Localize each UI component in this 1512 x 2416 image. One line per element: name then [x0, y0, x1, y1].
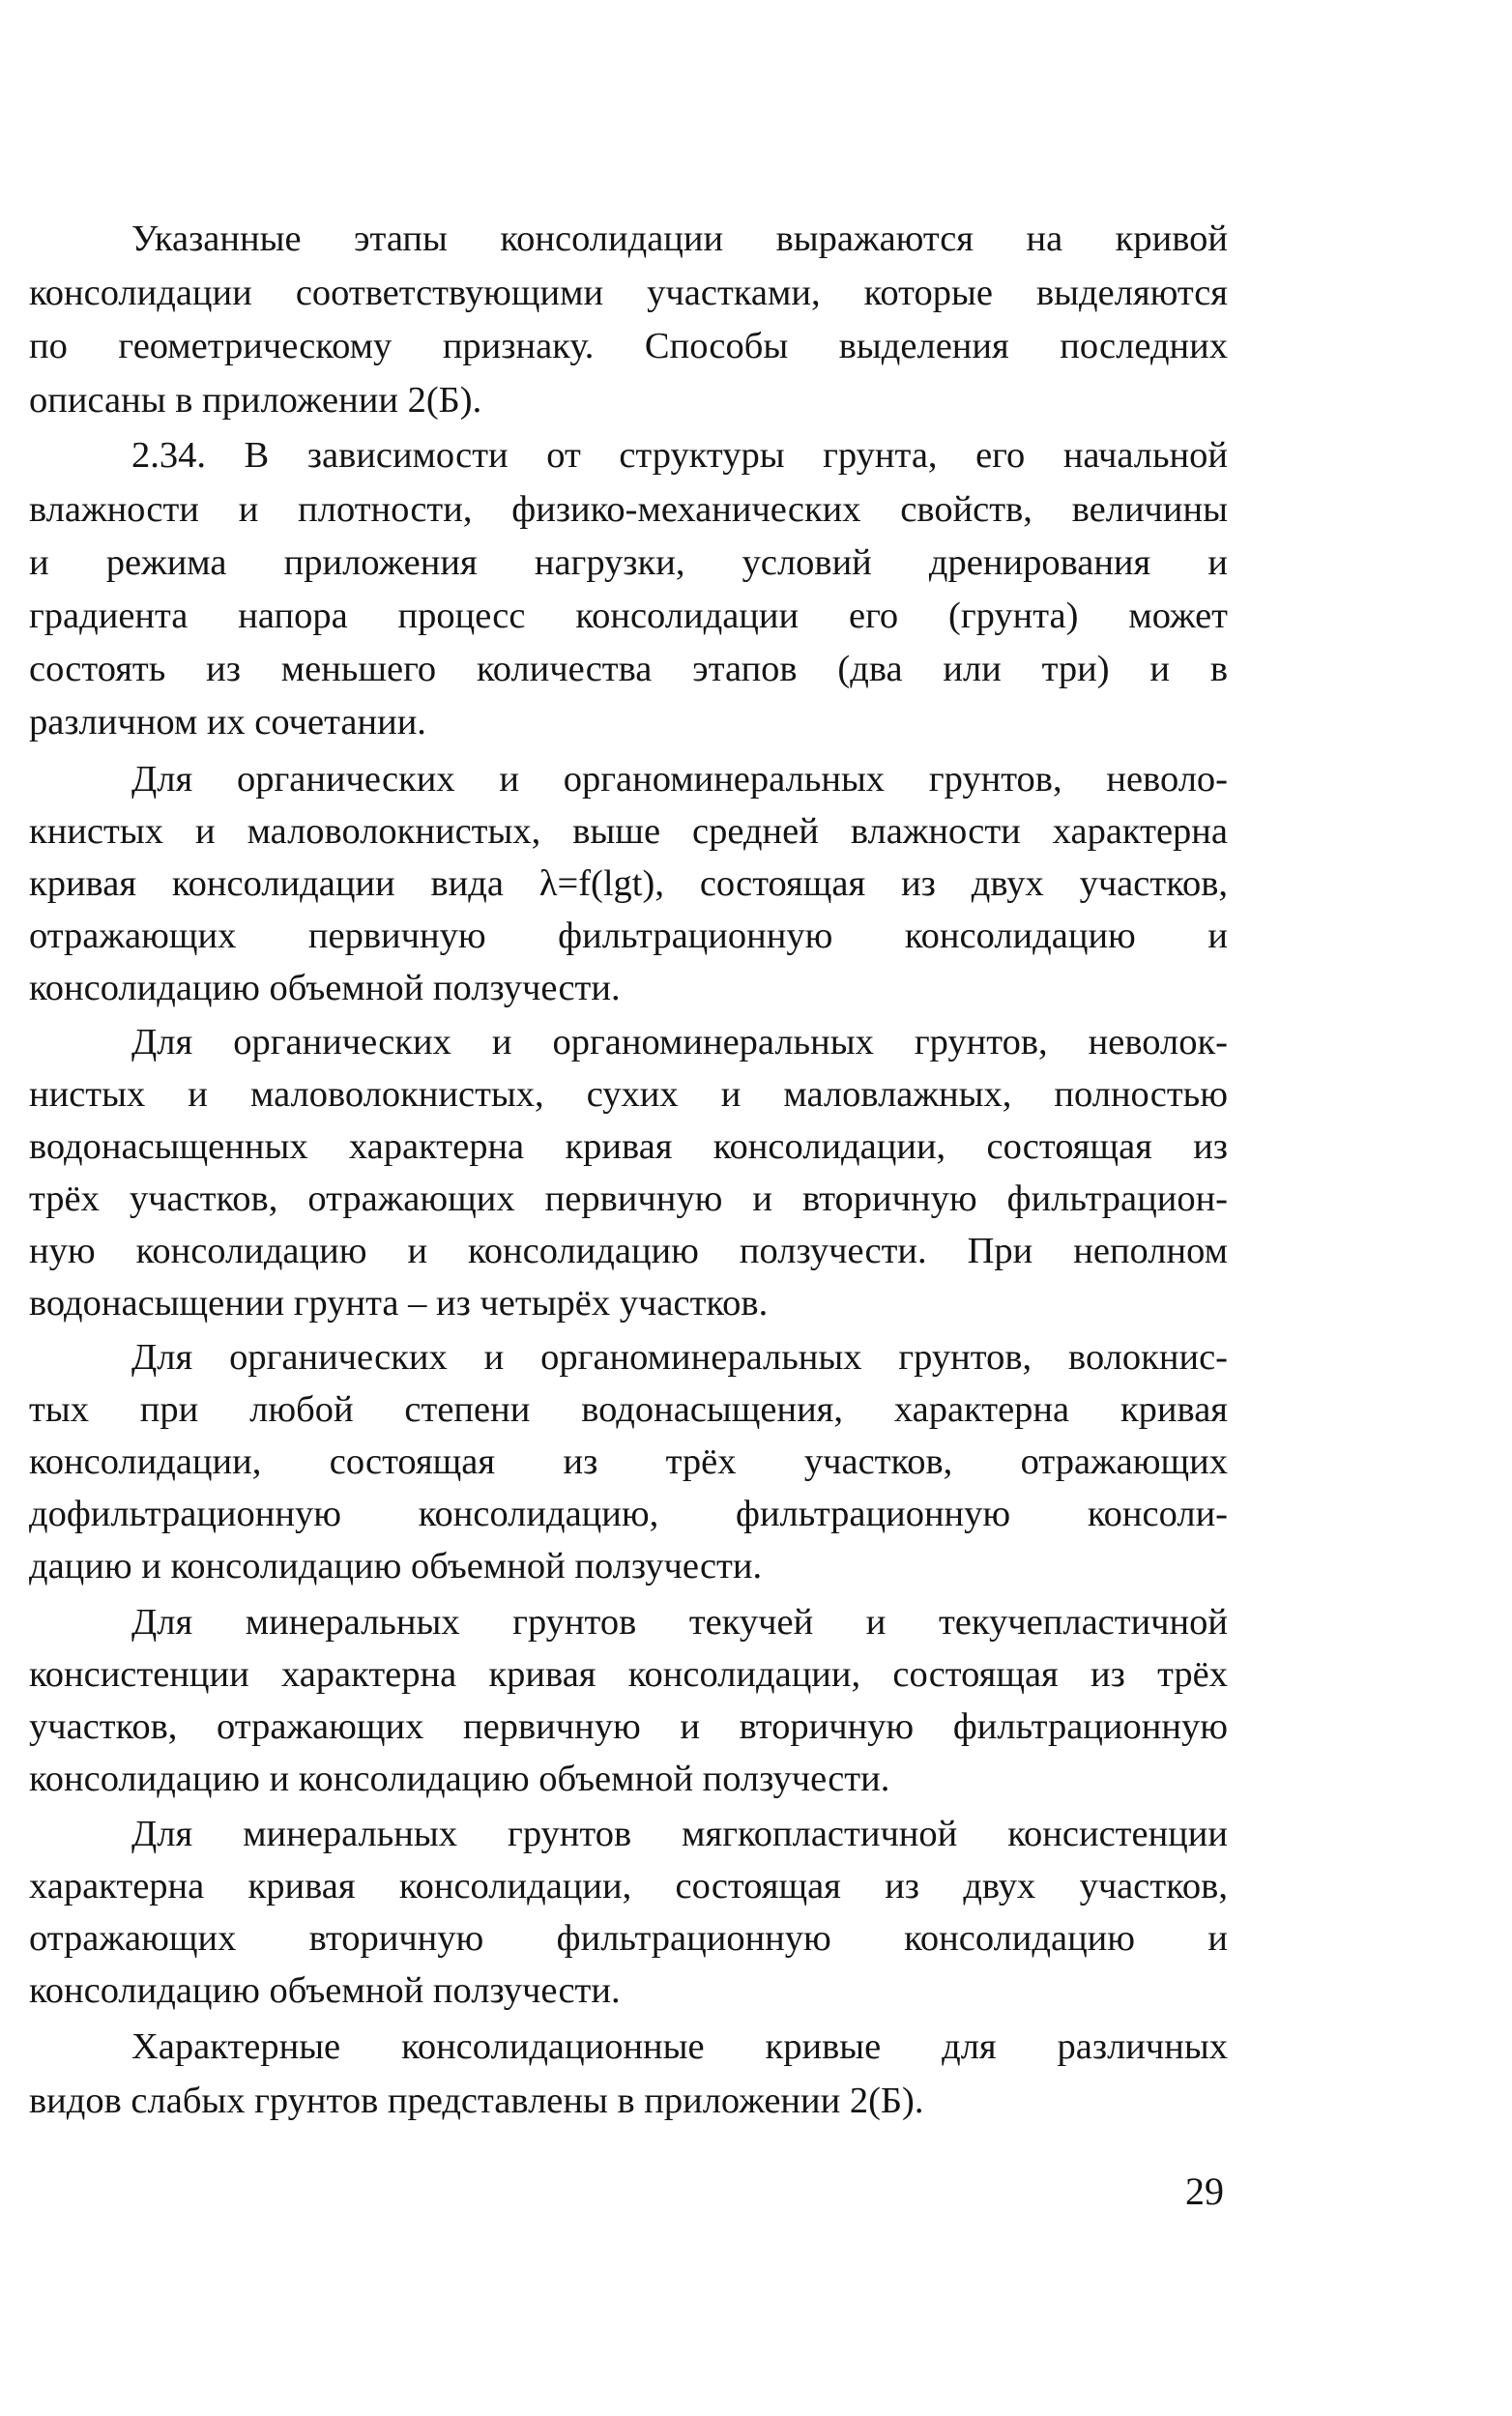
text-line: кривая консолидации вида λ=f(lgt), состоящая из двух участков, [29, 863, 1228, 904]
text-line: Для органических и органоминеральных грунтов, неволо- [131, 759, 1228, 800]
text-line: по геометрическому признаку. Способы выделения последних [29, 326, 1228, 366]
text-line: водонасыщении грунта – из четырёх участков. [29, 1283, 769, 1324]
text-line: водонасыщенных характерна кривая консолидации, состоящая из [29, 1126, 1228, 1167]
text-line: тых при любой степени водонасыщения, характерна кривая [29, 1389, 1228, 1430]
text-line: дацию и консолидацию объемной ползучести. [29, 1546, 763, 1586]
text-line: Для минеральных грунтов мягкопластичной консистенции [131, 1814, 1228, 1854]
text-line: консолидацию объемной ползучести. [29, 1970, 621, 2011]
text-line: консолидации соответствующими участками, которые выделяются [29, 273, 1228, 313]
text-line: ную консолидацию и консолидацию ползучести. При неполном [29, 1231, 1228, 1271]
text-line: консолидацию объемной ползучести. [29, 968, 621, 1008]
text-line: отражающих первичную фильтрационную консолидацию и [29, 916, 1228, 956]
text-line: Для органических и органоминеральных грунтов, волокнис- [131, 1337, 1228, 1378]
text-line: видов слабых грунтов представлены в приложении 2(Б). [29, 2081, 924, 2121]
text-line: Указанные этапы консолидации выражаются на кривой [131, 218, 1228, 259]
text-line: Для минеральных грунтов текучей и текучепластичной [131, 1602, 1228, 1643]
text-line: и режима приложения нагрузки, условий дренирования и [29, 542, 1228, 583]
text-line: книстых и маловолокнистых, выше средней влажности характерна [29, 811, 1228, 852]
text-line: состоять из меньшего количества этапов (два или три) и в [29, 649, 1228, 689]
text-line: дофильтрационную консолидацию, фильтрационную консоли- [29, 1494, 1228, 1534]
text-line: нистых и маловолокнистых, сухих и маловлажных, полностью [29, 1074, 1228, 1115]
text-line: описаны в приложении 2(Б). [29, 380, 482, 421]
text-line: 2.34. В зависимости от структуры грунта, его начальной [131, 435, 1228, 476]
text-line: характерна кривая консолидации, состоящая из двух участков, [29, 1866, 1228, 1907]
page-number: 29 [1185, 2169, 1224, 2213]
text-line: участков, отражающих первичную и вторичную фильтрационную [29, 1706, 1228, 1747]
text-line: Для органических и органоминеральных грунтов, неволок- [131, 1022, 1228, 1062]
text-line: консолидацию и консолидацию объемной ползучести. [29, 1759, 890, 1799]
text-line: влажности и плотности, физико-механических свойств, величины [29, 489, 1228, 530]
text-line: консистенции характерна кривая консолидации, состоящая из трёх [29, 1654, 1228, 1695]
text-line: различном их сочетании. [29, 702, 426, 742]
text-line: трёх участков, отражающих первичную и вторичную фильтрацион- [29, 1179, 1228, 1219]
text-line: консолидации, состоящая из трёх участков, отражающих [29, 1441, 1228, 1482]
text-line: Характерные консолидационные кривые для различных [131, 2026, 1228, 2067]
text-line: отражающих вторичную фильтрационную консолидацию и [29, 1918, 1228, 1959]
text-line: градиента напора процесс консолидации его (грунта) может [29, 596, 1228, 636]
